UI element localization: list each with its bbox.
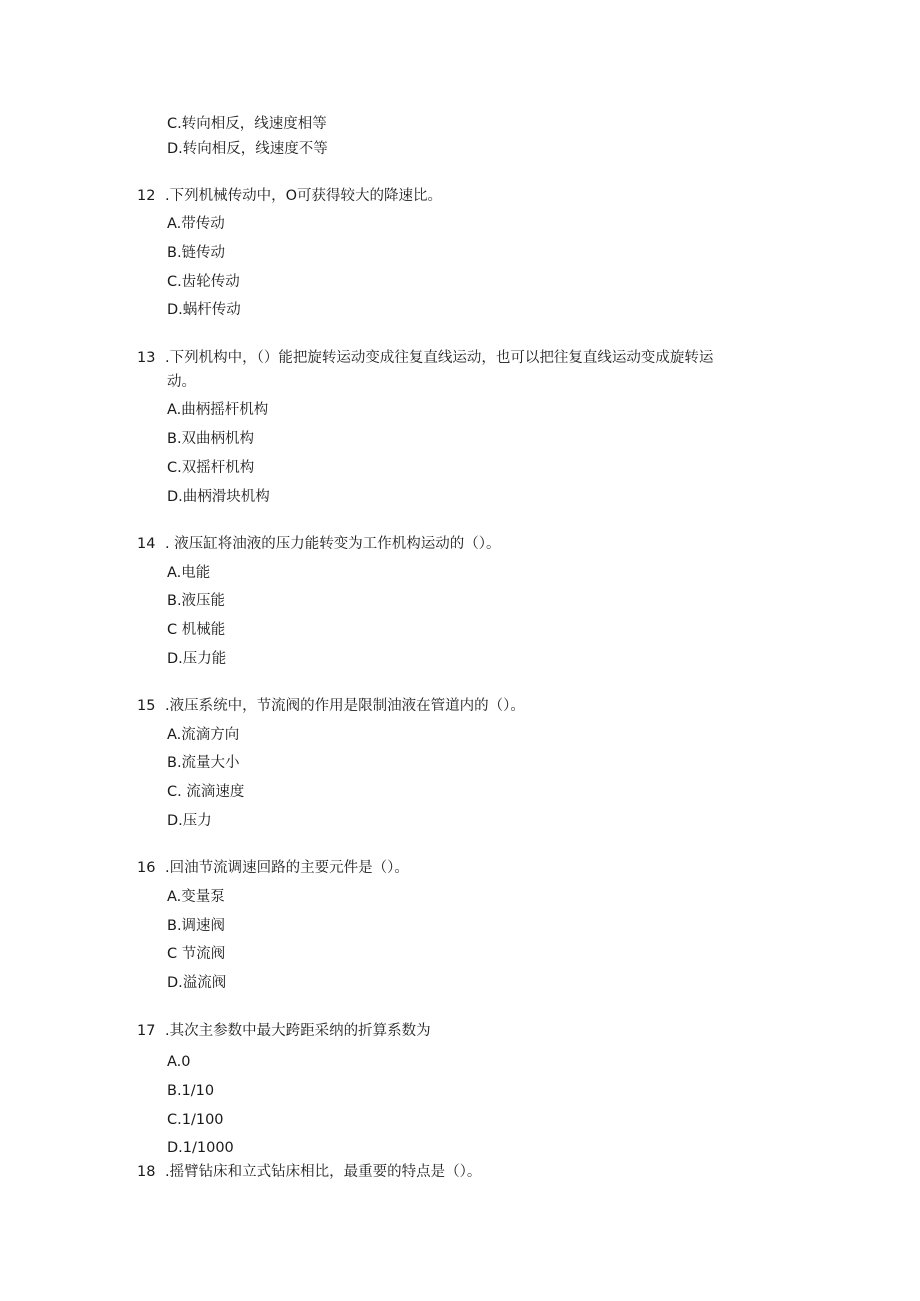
option-b: B.调速阀 [167, 918, 226, 934]
question-number: 16 [137, 860, 156, 876]
option-b: B.1/10 [167, 1083, 215, 1099]
option-d: D.蜗杆传动 [167, 302, 241, 318]
option-b: B.链传动 [167, 245, 226, 261]
option-d: D.溢流阀 [167, 975, 227, 991]
option-a: A.曲柄摇杆机构 [167, 402, 269, 418]
option-d: D.1/1000 [167, 1140, 234, 1156]
option-c: C.双摇杆机构 [167, 460, 255, 476]
option-d: D.压力能 [167, 651, 227, 667]
option-d: D.曲柄滑块机构 [167, 489, 270, 505]
question-number: 17 [137, 1023, 156, 1039]
question-text: .摇臂钻床和立式钻床相比，最重要的特点是（）。 [165, 1164, 482, 1180]
option-a: A.带传动 [167, 216, 225, 232]
question-text: .下列机构中，（）能把旋转运动变成往复直线运动，也可以把往复直线运动变成旋转运 [165, 350, 714, 366]
option-a: A.0 [167, 1054, 191, 1070]
option-c: C.1/100 [167, 1112, 224, 1128]
question-number: 13 [137, 350, 156, 366]
option-d: D.压力 [167, 813, 212, 829]
option-b: B.液压能 [167, 593, 226, 609]
question-text: . 液压缸将油液的压力能转变为工作机构运动的（）。 [165, 536, 501, 552]
option-c: C 机械能 [167, 622, 226, 638]
option-c: C.转向相反，线速度相等 [167, 116, 327, 132]
option-d: D.转向相反，线速度不等 [167, 141, 328, 157]
option-b: B.流量大小 [167, 755, 240, 771]
option-c: C 节流阀 [167, 946, 226, 962]
option-a: A.电能 [167, 565, 211, 581]
option-c: C. 流滴速度 [167, 784, 245, 800]
option-a: A.变量泵 [167, 889, 225, 905]
question-text: .回油节流调速回路的主要元件是（）。 [165, 860, 409, 876]
question-text: .液压系统中，节流阀的作用是限制油液在管道内的（）。 [165, 698, 525, 714]
question-number: 18 [137, 1164, 156, 1180]
question-number: 12 [137, 188, 156, 204]
option-a: A.流滴方向 [167, 727, 240, 743]
question-number: 14 [137, 536, 156, 552]
question-text: .其次主参数中最大跨距采纳的折算系数为 [165, 1023, 431, 1039]
question-number: 15 [137, 698, 156, 714]
question-text: .下列机械传动中，O可获得较大的降速比。 [165, 188, 443, 204]
option-c: C.齿轮传动 [167, 274, 240, 290]
question-text-continuation: 动。 [167, 374, 196, 390]
option-b: B.双曲柄机构 [167, 431, 255, 447]
